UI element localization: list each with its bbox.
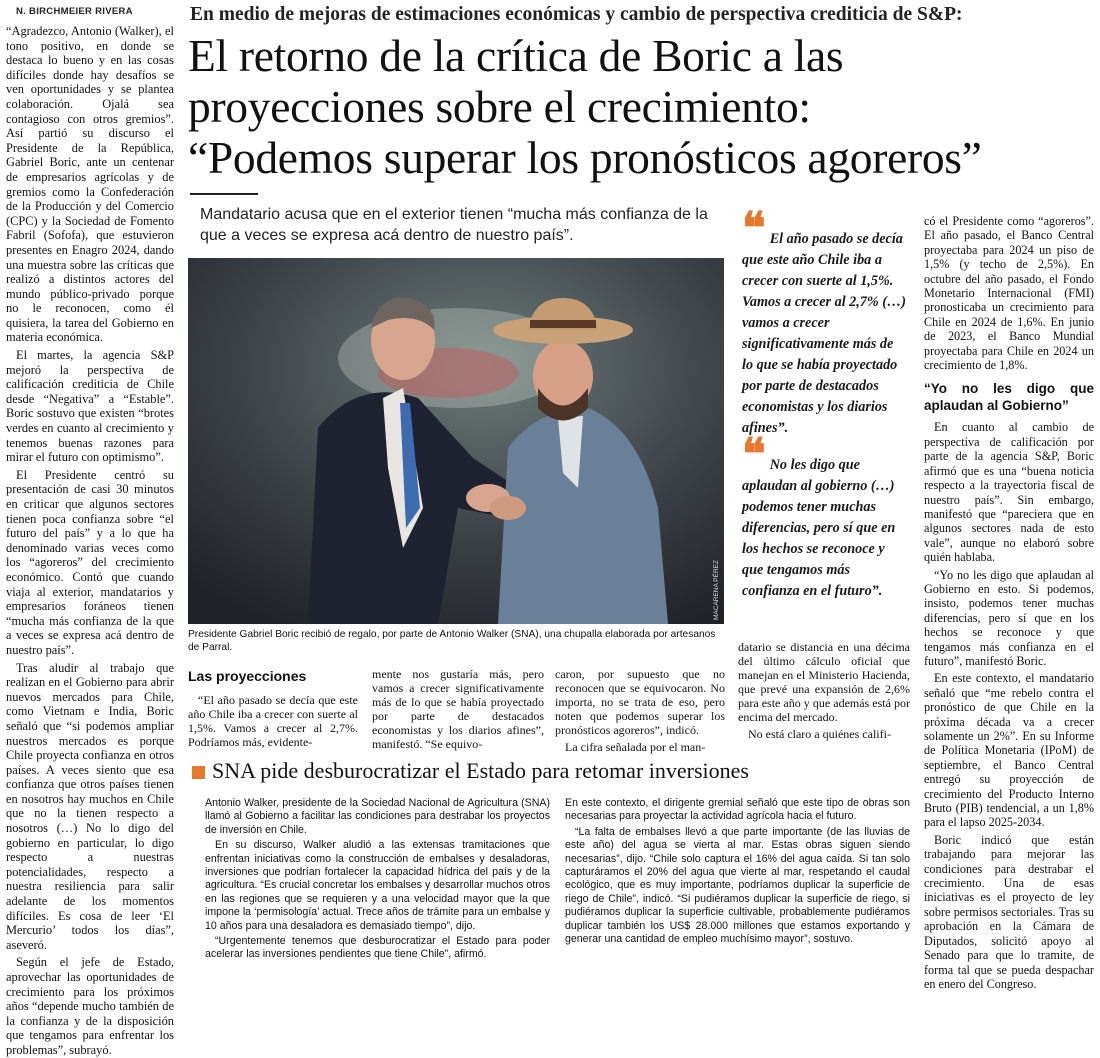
photo — [188, 258, 724, 624]
proyecciones-paragraph-3b: La cifra señalada por el man- — [565, 740, 706, 754]
col1-paragraph-4: Tras aludir al trabajo que realizan en el Gobierno para abrir nuevos mercados para Chile, como Vietnam e India, Boric señaló que “si podemos ampliar nuestros mercados es porque Chile proyecta confianza en otros países. A veces siento que esa confianza que otros países tienen en nosotros hay muchos en Chile que no la tienen respecto a nosotros (…) No lo digo del gobierno en particular, lo digo respecto a nuestras potencialidades, respecto a nuestra resiliencia para salir adelante de los momentos difíciles. Es cosa de leer ‘El Mercurio’ todos los días”, aseveró. — [6, 660, 174, 952]
proyecciones-paragraph-1: “El año pasado se decía que este año Chile iba a crecer con suerte al 1,5%. Vamos a crecer al 2,7%. Podríamos más, evidente- — [188, 693, 358, 749]
proyecciones-col-4 — [738, 640, 910, 744]
box-left-column — [205, 797, 550, 964]
proyecciones-col-2 — [372, 667, 544, 754]
pullquote-2-text: No les digo que aplaudan al gobierno (…) podemos tener muchas diferencias, pero sí que en los hechos se reconoce y que tengamos más confianza en el futuro”. — [742, 457, 896, 599]
byline: N. BIRCHMEIER RIVERA — [16, 6, 133, 17]
box-left-paragraph-3: “Urgentemente tenemos que desburocratizar el Estado para poder acelerar las inversiones pendientes que tiene Chile”, afirmó. — [205, 935, 550, 961]
right-paragraph-1: có el Presidente como “agoreros”. El año pasado, el Banco Central proyectaba para 2024 un piso de 1,5% (y techo de 2,5%). En octubre del año pasado, el Fondo Monetario Internacional (FMI) pronosticaba un crecimiento para Chile en 2024 de 1,6%. En junio de 2023, el Banco Mundial proyectaba para Chile en 2024 un crecimiento de 1,8%. — [924, 214, 1094, 373]
proyecciones-paragraph-3: caron, por supuesto que no reconocen que se equivocaron. No importa, no se trata de eso, pero noten que podemos superar los pronósticos agoreros”, indicó. — [555, 667, 725, 737]
right-subhead: “Yo no les digo que aplaudan al Gobierno” — [924, 381, 1094, 414]
right-column — [924, 214, 1094, 991]
proyecciones-paragraph-4b: No está claro a quiénes califi- — [748, 727, 891, 741]
deck: Mandatario acusa que en el exterior tienen “mucha más confianza de la que a veces se expresa acá dentro de nuestro país”. — [200, 206, 708, 244]
proyecciones-col-3 — [555, 667, 725, 757]
photo-illustration — [188, 258, 724, 624]
headline-rule — [190, 193, 258, 195]
quote-mark-icon: ❝ — [742, 203, 766, 254]
box-left-paragraph-2: En su discurso, Walker aludió a las extensas tramitaciones que enfrentan iniciativas como la construcción de embalses y desaladoras, inversiones que podrían fortalecer la capacidad hídrica del país y de la agricultura. “Es crucial concretar los embalses y desarrollar muchos otros en las regiones que se requieren y a una velocidad mayor que la que impone la ‘permisología’ actual. Trece años de trámite para un embalse y 10 años para una desaladora es demasiado tiempo”, dijo. — [205, 839, 550, 932]
col1-paragraph-5: Según el jefe de Estado, aprovechar las oportunidades de crecimiento para los próximos años “depende mucho también de la confianza y de la disposición que tengamos para enfrentar los problemas”, subrayó. — [6, 955, 174, 1057]
headline-line-3: “Podemos superar los pronósticos agoreros” — [188, 132, 982, 183]
photo-caption: Presidente Gabriel Boric recibió de regalo, por parte de Antonio Walker (SNA), una chupalla elaborada por artesanos de Parral. — [188, 629, 716, 653]
headline-line-1: El retorno de la crítica de Boric a las — [188, 30, 844, 81]
kicker: En medio de mejoras de estimaciones económicas y cambio de perspectiva crediticia de S&P: — [190, 4, 963, 25]
col1-paragraph-2: El martes, la agencia S&P mejoró la perspectiva de calificación crediticia de Chile desde “Negativa” a “Estable”. Boric sostuvo que existen “brotes verdes en cuanto al crecimiento y tenemos buenas razones para mirar el futuro con optimismo”. — [6, 348, 174, 465]
headline-line-2: proyecciones sobre el crecimiento: — [188, 81, 811, 132]
proyecciones-paragraph-4: datario se distancia en una décima del último cálculo oficial que manejan en el Ministerio Hacienda, que prevé una expansión de 2,6% para este año y que además está por encima del mercado. — [738, 640, 910, 724]
quote-mark-icon: ❝ — [742, 429, 766, 480]
headline — [188, 30, 982, 183]
pullquote-1 — [742, 203, 906, 439]
box-right-paragraph-1: En este contexto, el dirigente gremial señaló que este tipo de obras son necesarias para proyectar la actividad agrícola hacia el futuro. — [565, 797, 910, 823]
proyecciones-subhead: Las proyecciones — [188, 668, 307, 684]
right-paragraph-3: “Yo no les digo que aplaudan al Gobierno en esto. Si podemos, insisto, podemos tener muchas diferencias, pero sí que en los hechos se reconoce y que tengamos más confianza en el futuro”, manifestó Boric. — [924, 567, 1094, 668]
box-left-paragraph-1: Antonio Walker, presidente de la Sociedad Nacional de Agricultura (SNA) llamó al Gobierno a facilitar las condiciones para destrabar los proyectos de inversión en Chile. — [205, 797, 550, 836]
box-square-icon — [192, 766, 205, 779]
right-paragraph-5: Boric indicó que están trabajando para mejorar las condiciones para destrabar el crecimiento. Una de esas iniciativas es el proyecto de ley sobre permisos sectoriales. Tras su aprobación en la Cámara de Diputados, solicitó apoyo al Senado para que lo tramite, de forma tal que se pueda despachar en enero del Congreso. — [924, 832, 1094, 991]
pullquote-2 — [742, 429, 906, 602]
box-right-column — [565, 797, 910, 948]
photo-credit: MACARENA PÉREZ — [713, 560, 720, 620]
proyecciones-col-1 — [188, 693, 358, 752]
col1-paragraph-3: El Presidente centró su presentación de casi 30 minutos en criticar que algunos sectores tienen poca confianza sobre “el futuro del país” y a lo que ha denominado varias veces como los “agoreros” del crecimiento económico. Contó que cuando viaja al exterior, mandatarios y empresarios foráneos tienen “mucha más confianza de la que a veces se expresa acá dentro de nuestro país”. — [6, 467, 174, 657]
right-paragraph-2: En cuanto al cambio de perspectiva de calificación por parte de la agencia S&P, Boric afirmó que es una “buena noticia respecto a la trayectoria fiscal de nuestro país”. Sin embargo, manifestó que “pareciera que en algunos sectores nada de esto vale”, aunque no elaboró sobre quién hablaba. — [924, 420, 1094, 565]
right-paragraph-4: En este contexto, el mandatario señaló que “me rebelo contra el pronóstico de que Chile en la próxima década va a crecer solamente un 2%”. En su Informe de Política Monetaria (IPoM) de septiembre, el Banco Central entregó su proyección de crecimiento del Producto Interno Bruto (PIB) tendencial, a un 1,8% para el lapso 2025-2034. — [924, 671, 1094, 830]
proyecciones-paragraph-2: mente nos gustaría más, pero vamos a crecer significativamente más de lo que se había proyectado por parte de destacados economistas y los diarios afines”, manifestó. “Se equivo- — [372, 667, 544, 751]
col1-paragraph-1: “Agradezco, Antonio (Walker), el tono positivo, en donde se destaca lo bueno y en las cosas difíciles donde hay desafíos se ven oportunidades y se plantea colaboración. Ojalá sea contagioso con otros gremios”. Así partió su discurso el Presidente de la República, Gabriel Boric, ante un centenar de empresarios agrícolas y de gremios como la Confederación de la Producción y del Comercio (CPC) y la Sociedad de Fomento Fabril (Sofofa), que estuvieron presentes en Enagro 2024, dando una muestra sobre las críticas que realizó a distintos actores del mundo público-privado porque no le reconocen, como él quisiera, la tarea del Gobierno en materia económica. — [6, 24, 174, 345]
box-right-paragraph-2: “La falta de embalses llevó a que parte importante (de las lluvias de este año) del agua se vierta al mar. Estas obras siguen siendo necesarias”, dijo. “Chile solo captura el 16% del agua caída. Si tan solo capturáramos el 20% del agua que vierte al mar, respetando el caudal ecológico, que es muy importante, podríamos duplicar la superficie de riego de Chile”, indicó. “Si pudiéramos duplicar la superficie de riego, si pudiéramos duplicar la superficie cultivable, probablemente pudiéramos duplicar también los US$ 28.000 millones que estamos exportando y generar una cantidad de empleo muchísimo mayor”, sostuvo. — [565, 825, 910, 946]
pullquote-1-text: El año pasado se decía que este año Chile iba a crecer con suerte al 1,5%. Vamos a crecer al 2,7% (…) vamos a crecer significativamente más de lo que se había proyectado por parte de destacados economistas y los diarios afines”. — [742, 231, 906, 436]
box-title: SNA pide desburocratizar el Estado para retomar inversiones — [212, 758, 749, 783]
column-1 — [6, 24, 174, 1057]
